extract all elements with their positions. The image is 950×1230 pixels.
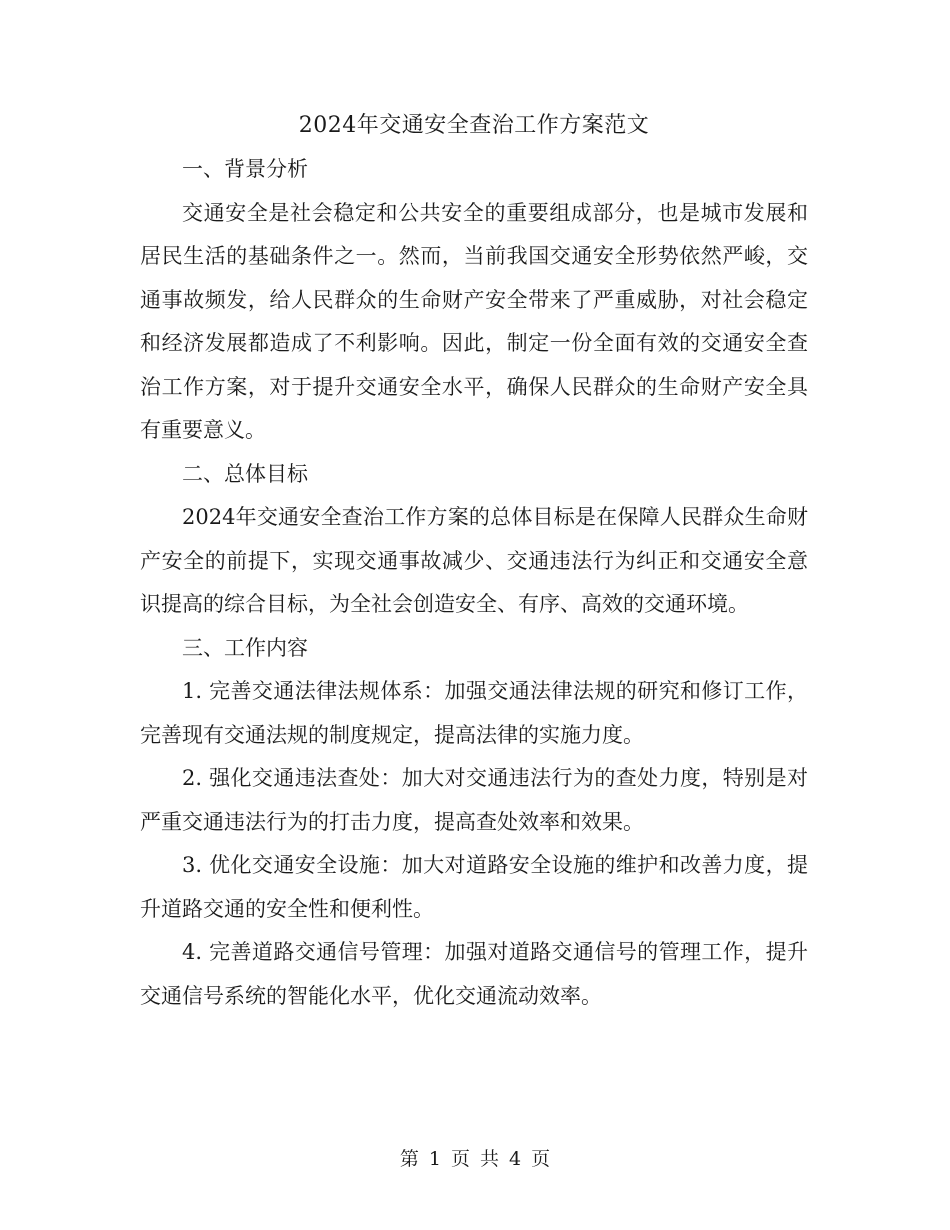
section-heading-work-content: 三、工作内容	[182, 635, 308, 660]
list-item-1: 1. 完善交通法律法规体系：加强交通法律法规的研究和修订工作，完善现有交通法规的制度规定，提高法律的实施力度。	[140, 679, 808, 747]
page-number-footer: 第 1 页 共 4 页	[399, 1148, 551, 1170]
list-item-2: 2. 强化交通违法查处：加大对交通违法行为的查处力度，特别是对严重交通违法行为的打击力度，提高查处效率和效果。	[140, 766, 808, 834]
paragraph-background: 交通安全是社会稳定和公共安全的重要组成部分，也是城市发展和居民生活的基础条件之一。然而，当前我国交通安全形势依然严峻，交通事故频发，给人民群众的生命财产安全带来了严重威胁，对社会稳定和经济发展都造成了不利影响。因此，制定一份全面有效的交通安全查治工作方案，对于提升交通安全水平，确保人民群众的生命财产安全具有重要意义。	[140, 200, 808, 442]
document-body	[140, 104, 808, 1018]
section-heading-background: 一、背景分析	[182, 157, 308, 181]
document-title: 2024年交通安全查治工作方案范文	[298, 113, 650, 138]
list-item-3: 3. 优化交通安全设施：加大对道路安全设施的维护和改善力度，提升道路交通的安全性和便利性。	[140, 853, 808, 921]
section-heading-goals: 二、总体目标	[182, 461, 308, 486]
paragraph-goals: 2024年交通安全查治工作方案的总体目标是在保障人民群众生命财产安全的前提下，实现交通事故减少、交通违法行为纠正和交通安全意识提高的综合目标，为全社会创造安全、有序、高效的交通环境。	[140, 505, 808, 616]
list-item-4: 4. 完善道路交通信号管理：加强对道路交通信号的管理工作，提升交通信号系统的智能化水平，优化交通流动效率。	[140, 940, 808, 1008]
